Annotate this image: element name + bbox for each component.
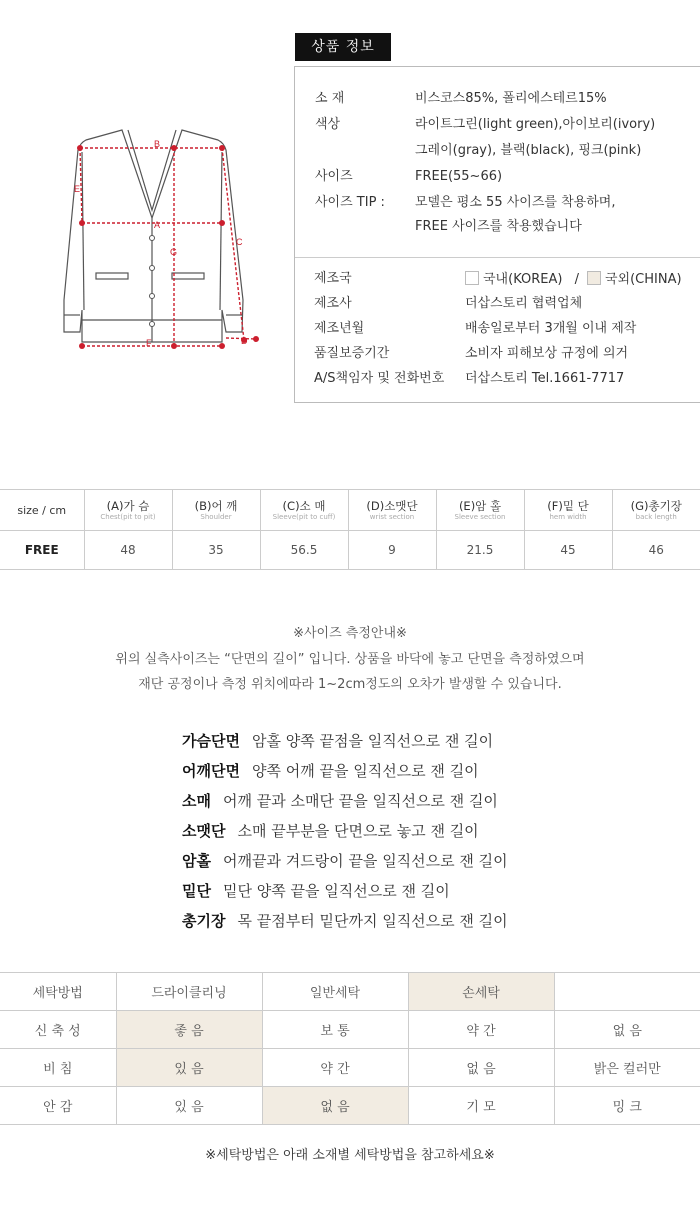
size-row-label: FREE bbox=[0, 531, 84, 570]
warranty-label: 품질보증기간 bbox=[314, 346, 390, 361]
korea-checkbox bbox=[465, 271, 479, 285]
color-label: 색상 bbox=[315, 117, 341, 132]
label-e: E bbox=[74, 184, 81, 194]
label-b: B bbox=[154, 139, 161, 149]
wash-cell: 안 감 bbox=[0, 1087, 116, 1125]
notice-line-2: 재단 공정이나 측정 위치에따라 1~2cm정도의 오차가 발생할 수 있습니다. bbox=[138, 677, 562, 692]
label-g: G bbox=[170, 247, 178, 257]
wash-cell-highlighted: 없 음 bbox=[262, 1087, 408, 1125]
wash-cell-highlighted: 손세탁 bbox=[408, 973, 554, 1011]
size-tip-label: 사이즈 TIP : bbox=[315, 195, 385, 210]
wash-table bbox=[0, 972, 700, 1125]
origin-korea: 국내(KOREA) bbox=[483, 272, 563, 287]
wash-cell: 밝은 컬러만 bbox=[554, 1049, 700, 1087]
cardigan-measurement-diagram bbox=[60, 110, 275, 370]
header-shoulder: (B)어 깨 Shoulder bbox=[172, 490, 260, 531]
size-corner: size / cm bbox=[0, 490, 84, 531]
header-armhole: (E)암 홀 Sleeve section bbox=[436, 490, 524, 531]
maker-label: 제조사 bbox=[314, 296, 352, 311]
measurement-definitions bbox=[182, 730, 682, 940]
definition-item: 암홀 어깨끝과 겨드랑이 끝을 일직선으로 잰 길이 bbox=[182, 852, 508, 870]
wash-cell: 약 간 bbox=[262, 1049, 408, 1087]
wash-cell: 신 축 성 bbox=[0, 1011, 116, 1049]
wash-cell: 드라이클리닝 bbox=[116, 973, 262, 1011]
wash-cell: 없 음 bbox=[554, 1011, 700, 1049]
lining-row bbox=[0, 1087, 700, 1125]
size-table-header bbox=[0, 490, 700, 531]
wash-cell: 밍 크 bbox=[554, 1087, 700, 1125]
definition-item: 밑단 밑단 양쪽 끝을 일직선으로 잰 길이 bbox=[182, 882, 450, 900]
size-label: 사이즈 bbox=[315, 169, 353, 184]
wash-cell: 약 간 bbox=[408, 1011, 554, 1049]
value-chest: 48 bbox=[84, 531, 172, 570]
wash-cell: 세탁방법 bbox=[0, 973, 116, 1011]
value-sleeve: 56.5 bbox=[260, 531, 348, 570]
wash-cell bbox=[554, 973, 700, 1011]
value-shoulder: 35 bbox=[172, 531, 260, 570]
header-wrist: (D)소맷단 wrist section bbox=[348, 490, 436, 531]
size-value: FREE(55~66) bbox=[415, 169, 503, 184]
wash-footer-note: ※세탁방법은 아래 소재별 세탁방법을 참고하세요※ bbox=[205, 1148, 495, 1163]
header-chest: (A)가 슴 Chest(pit to pit) bbox=[84, 490, 172, 531]
label-c: C bbox=[236, 237, 243, 247]
label-d: D bbox=[241, 336, 248, 346]
as-value: 더삽스토리 Tel.1661-7717 bbox=[465, 371, 625, 386]
product-info-box bbox=[294, 66, 700, 403]
size-table bbox=[0, 489, 700, 570]
header-hem: (F)밑 단 hem width bbox=[524, 490, 612, 531]
size-tip-value: 모델은 평소 55 사이즈를 착용하며, bbox=[415, 195, 616, 210]
value-armhole: 21.5 bbox=[436, 531, 524, 570]
definition-item: 소매 어깨 끝과 소매단 끝을 일직선으로 잰 길이 bbox=[182, 792, 498, 810]
header-sleeve: (C)소 매 Sleeve(pit to cuff) bbox=[260, 490, 348, 531]
size-tip-value-2: FREE 사이즈를 착용했습니다 bbox=[415, 219, 582, 234]
definition-item: 어깨단면 양쪽 어깨 끝을 일직선으로 잰 길이 bbox=[182, 762, 479, 780]
color-value: 라이트그린(light green),아이보리(ivory) bbox=[415, 117, 656, 132]
wash-cell-highlighted: 좋 음 bbox=[116, 1011, 262, 1049]
sheer-row bbox=[0, 1049, 700, 1087]
made-date-value: 배송일로부터 3개월 이내 제작 bbox=[465, 321, 637, 336]
warranty-value: 소비자 피해보상 규정에 의거 bbox=[465, 346, 629, 361]
stretch-row bbox=[0, 1011, 700, 1049]
header-length: (G)총기장 back length bbox=[612, 490, 700, 531]
wash-cell: 일반세탁 bbox=[262, 973, 408, 1011]
value-wrist: 9 bbox=[348, 531, 436, 570]
wash-cell: 기 모 bbox=[408, 1087, 554, 1125]
label-a: A bbox=[154, 220, 161, 230]
maker-value: 더삽스토리 협력업체 bbox=[465, 296, 583, 311]
notice-title: ※사이즈 측정안내※ bbox=[293, 626, 407, 641]
label-f: F bbox=[146, 338, 152, 348]
made-date-label: 제조년월 bbox=[314, 321, 365, 336]
origin-separator: / bbox=[574, 272, 579, 287]
size-table-row bbox=[0, 531, 700, 570]
notice-line-1: 위의 실측사이즈는 “단면의 길이” 입니다. 상품을 바닥에 놓고 단면을 측정하였으며 bbox=[115, 652, 585, 667]
china-checkbox bbox=[587, 271, 601, 285]
material-value: 비스코스85%, 폴리에스테르15% bbox=[415, 91, 607, 106]
wash-cell: 보 통 bbox=[262, 1011, 408, 1049]
value-hem: 45 bbox=[524, 531, 612, 570]
info-divider bbox=[295, 257, 700, 258]
wash-cell: 있 음 bbox=[116, 1087, 262, 1125]
definition-item: 가슴단면 암홀 양쪽 끝점을 일직선으로 잰 길이 bbox=[182, 732, 494, 750]
wash-cell: 비 침 bbox=[0, 1049, 116, 1087]
origin-label: 제조국 bbox=[314, 271, 352, 286]
definition-item: 소맷단 소매 끝부분을 단면으로 놓고 잰 길이 bbox=[182, 822, 479, 840]
value-length: 46 bbox=[612, 531, 700, 570]
color-value-2: 그레이(gray), 블랙(black), 핑크(pink) bbox=[415, 143, 642, 158]
product-info-title: 상품 정보 bbox=[295, 33, 391, 61]
wash-row bbox=[0, 973, 700, 1011]
wash-cell: 없 음 bbox=[408, 1049, 554, 1087]
origin-options bbox=[465, 271, 682, 288]
origin-china: 국외(CHINA) bbox=[604, 272, 682, 287]
wash-cell-highlighted: 있 음 bbox=[116, 1049, 262, 1087]
as-label: A/S책임자 및 전화번호 bbox=[314, 371, 445, 386]
definition-item: 총기장 목 끝점부터 밑단까지 일직선으로 잰 길이 bbox=[182, 912, 508, 930]
material-label: 소 재 bbox=[315, 91, 345, 106]
